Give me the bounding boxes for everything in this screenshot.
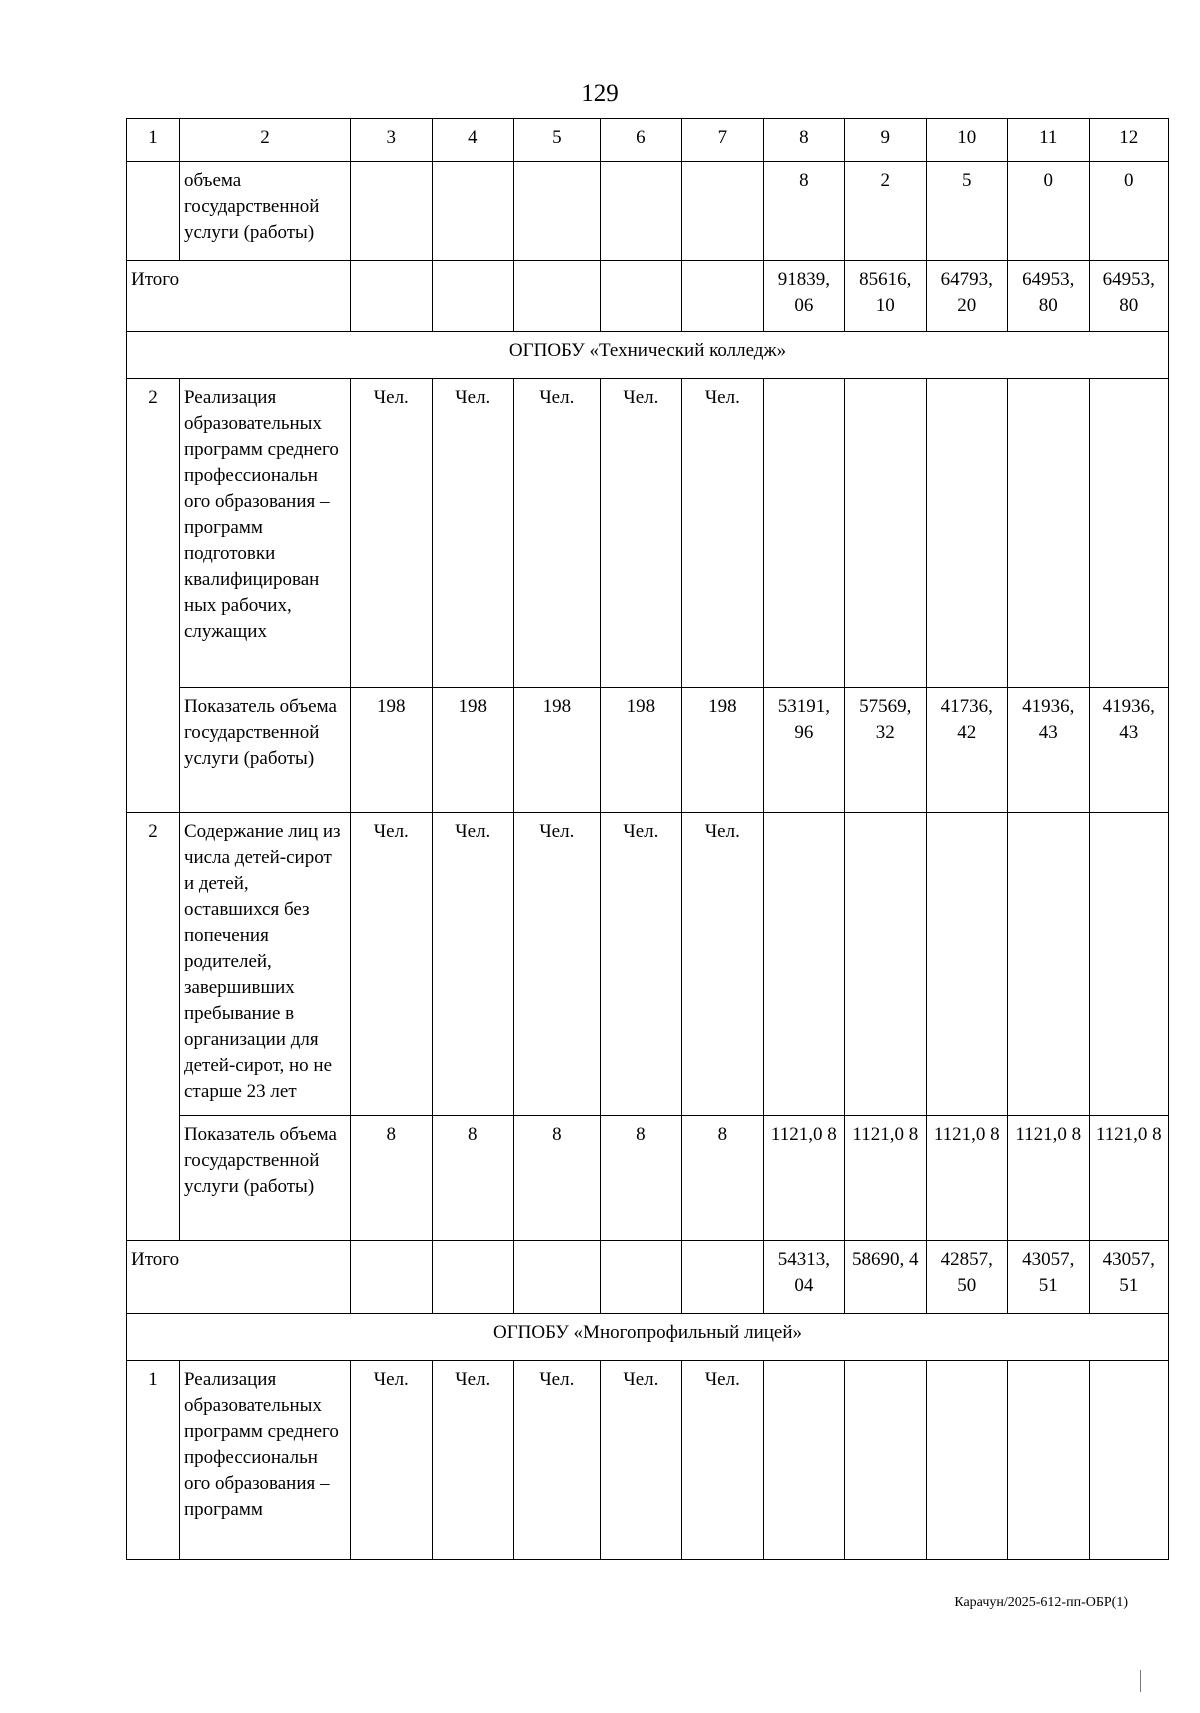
organization-name: ОГПОБУ «Технический колледж» bbox=[127, 332, 1169, 379]
empty-cell bbox=[127, 162, 180, 261]
empty-cell bbox=[1089, 813, 1168, 1116]
header-cell: 12 bbox=[1089, 119, 1168, 162]
value-cell: 2 bbox=[845, 162, 926, 261]
total-label: Итого bbox=[127, 1241, 351, 1314]
header-cell: 2 bbox=[179, 119, 350, 162]
total-value: 64793, 20 bbox=[926, 261, 1007, 332]
total-value: 85616, 10 bbox=[845, 261, 926, 332]
unit-cell: Чел. bbox=[351, 813, 432, 1116]
empty-cell bbox=[763, 1361, 844, 1560]
empty-cell bbox=[1089, 1361, 1168, 1560]
unit-cell: Чел. bbox=[432, 813, 513, 1116]
row-number: 2 bbox=[127, 379, 180, 813]
scan-edge-mark bbox=[1140, 1670, 1141, 1692]
budget-table bbox=[126, 118, 1169, 1560]
header-cell: 4 bbox=[432, 119, 513, 162]
organization-row bbox=[127, 1314, 1169, 1361]
empty-cell bbox=[926, 1361, 1007, 1560]
service-row bbox=[127, 813, 1169, 1116]
indicator-name: объема государственной услуги (работы) bbox=[179, 162, 350, 261]
empty-cell bbox=[432, 162, 513, 261]
service-row bbox=[127, 379, 1169, 688]
value-cell: 53191, 96 bbox=[763, 688, 844, 813]
value-cell: 1121,0 8 bbox=[845, 1116, 926, 1241]
service-name: Реализация образовательных программ среднего профессиональн ого образования – программ подготовки квалифицирован ных рабочих, служащих bbox=[179, 379, 350, 688]
unit-cell: Чел. bbox=[600, 813, 681, 1116]
header-cell: 5 bbox=[514, 119, 601, 162]
header-cell: 9 bbox=[845, 119, 926, 162]
count-cell: 198 bbox=[514, 688, 601, 813]
count-cell: 198 bbox=[600, 688, 681, 813]
indicator-row bbox=[127, 688, 1169, 813]
total-value: 64953, 80 bbox=[1008, 261, 1089, 332]
total-row bbox=[127, 1241, 1169, 1314]
empty-cell bbox=[514, 1241, 601, 1314]
total-value: 43057, 51 bbox=[1008, 1241, 1089, 1314]
value-cell: 41936, 43 bbox=[1089, 688, 1168, 813]
header-cell: 11 bbox=[1008, 119, 1089, 162]
header-cell: 7 bbox=[682, 119, 763, 162]
empty-cell bbox=[845, 813, 926, 1116]
count-cell: 8 bbox=[351, 1116, 432, 1241]
header-cell: 8 bbox=[763, 119, 844, 162]
service-name: Реализация образовательных программ среднего профессиональн ого образования – программ bbox=[179, 1361, 350, 1560]
value-cell: 1121,0 8 bbox=[1008, 1116, 1089, 1241]
service-name: Содержание лиц из числа детей-сирот и детей, оставшихся без попечения родителей, завершивших пребывание в организации для детей-сирот, но не старше 23 лет bbox=[179, 813, 350, 1116]
indicator-name: Показатель объема государственной услуги (работы) bbox=[179, 688, 350, 813]
empty-cell bbox=[682, 162, 763, 261]
empty-cell bbox=[514, 162, 601, 261]
header-cell: 6 bbox=[600, 119, 681, 162]
empty-cell bbox=[682, 261, 763, 332]
value-cell: 1121,0 8 bbox=[926, 1116, 1007, 1241]
unit-cell: Чел. bbox=[682, 1361, 763, 1560]
table-row bbox=[127, 162, 1169, 261]
empty-cell bbox=[1008, 813, 1089, 1116]
unit-cell: Чел. bbox=[600, 379, 681, 688]
value-cell: 1121,0 8 bbox=[763, 1116, 844, 1241]
unit-cell: Чел. bbox=[432, 379, 513, 688]
empty-cell bbox=[763, 813, 844, 1116]
empty-cell bbox=[1008, 379, 1089, 688]
count-cell: 198 bbox=[682, 688, 763, 813]
total-value: 58690, 4 bbox=[845, 1241, 926, 1314]
header-row bbox=[127, 119, 1169, 162]
row-number: 1 bbox=[127, 1361, 180, 1560]
empty-cell bbox=[432, 1241, 513, 1314]
count-cell: 8 bbox=[514, 1116, 601, 1241]
unit-cell: Чел. bbox=[514, 379, 601, 688]
empty-cell bbox=[600, 162, 681, 261]
empty-cell bbox=[845, 1361, 926, 1560]
empty-cell bbox=[845, 379, 926, 688]
empty-cell bbox=[514, 261, 601, 332]
indicator-row bbox=[127, 1116, 1169, 1241]
count-cell: 198 bbox=[351, 688, 432, 813]
count-cell: 8 bbox=[600, 1116, 681, 1241]
unit-cell: Чел. bbox=[351, 1361, 432, 1560]
value-cell: 41936, 43 bbox=[1008, 688, 1089, 813]
value-cell: 1121,0 8 bbox=[1089, 1116, 1168, 1241]
row-number: 2 bbox=[127, 813, 180, 1241]
organization-row bbox=[127, 332, 1169, 379]
document-code: Карачун/2025-612-пп-ОБР(1) bbox=[954, 1595, 1128, 1610]
unit-cell: Чел. bbox=[600, 1361, 681, 1560]
header-cell: 3 bbox=[351, 119, 432, 162]
empty-cell bbox=[351, 1241, 432, 1314]
empty-cell bbox=[600, 1241, 681, 1314]
total-value: 42857, 50 bbox=[926, 1241, 1007, 1314]
empty-cell bbox=[1008, 1361, 1089, 1560]
count-cell: 198 bbox=[432, 688, 513, 813]
value-cell: 41736, 42 bbox=[926, 688, 1007, 813]
value-cell: 0 bbox=[1089, 162, 1168, 261]
value-cell: 0 bbox=[1008, 162, 1089, 261]
total-value: 43057, 51 bbox=[1089, 1241, 1168, 1314]
total-value: 64953, 80 bbox=[1089, 261, 1168, 332]
total-value: 54313, 04 bbox=[763, 1241, 844, 1314]
unit-cell: Чел. bbox=[682, 379, 763, 688]
indicator-name: Показатель объема государственной услуги (работы) bbox=[179, 1116, 350, 1241]
empty-cell bbox=[763, 379, 844, 688]
header-cell: 1 bbox=[127, 119, 180, 162]
count-cell: 8 bbox=[432, 1116, 513, 1241]
empty-cell bbox=[351, 162, 432, 261]
organization-name: ОГПОБУ «Многопрофильный лицей» bbox=[127, 1314, 1169, 1361]
header-cell: 10 bbox=[926, 119, 1007, 162]
empty-cell bbox=[1089, 379, 1168, 688]
total-row bbox=[127, 261, 1169, 332]
empty-cell bbox=[600, 261, 681, 332]
empty-cell bbox=[432, 261, 513, 332]
value-cell: 8 bbox=[763, 162, 844, 261]
page-number: 129 bbox=[581, 80, 619, 107]
empty-cell bbox=[926, 813, 1007, 1116]
total-label: Итого bbox=[127, 261, 351, 332]
empty-cell bbox=[351, 261, 432, 332]
value-cell: 57569, 32 bbox=[845, 688, 926, 813]
value-cell: 5 bbox=[926, 162, 1007, 261]
unit-cell: Чел. bbox=[682, 813, 763, 1116]
count-cell: 8 bbox=[682, 1116, 763, 1241]
empty-cell bbox=[926, 379, 1007, 688]
service-row bbox=[127, 1361, 1169, 1560]
total-value: 91839, 06 bbox=[763, 261, 844, 332]
unit-cell: Чел. bbox=[351, 379, 432, 688]
unit-cell: Чел. bbox=[514, 1361, 601, 1560]
empty-cell bbox=[682, 1241, 763, 1314]
unit-cell: Чел. bbox=[514, 813, 601, 1116]
unit-cell: Чел. bbox=[432, 1361, 513, 1560]
